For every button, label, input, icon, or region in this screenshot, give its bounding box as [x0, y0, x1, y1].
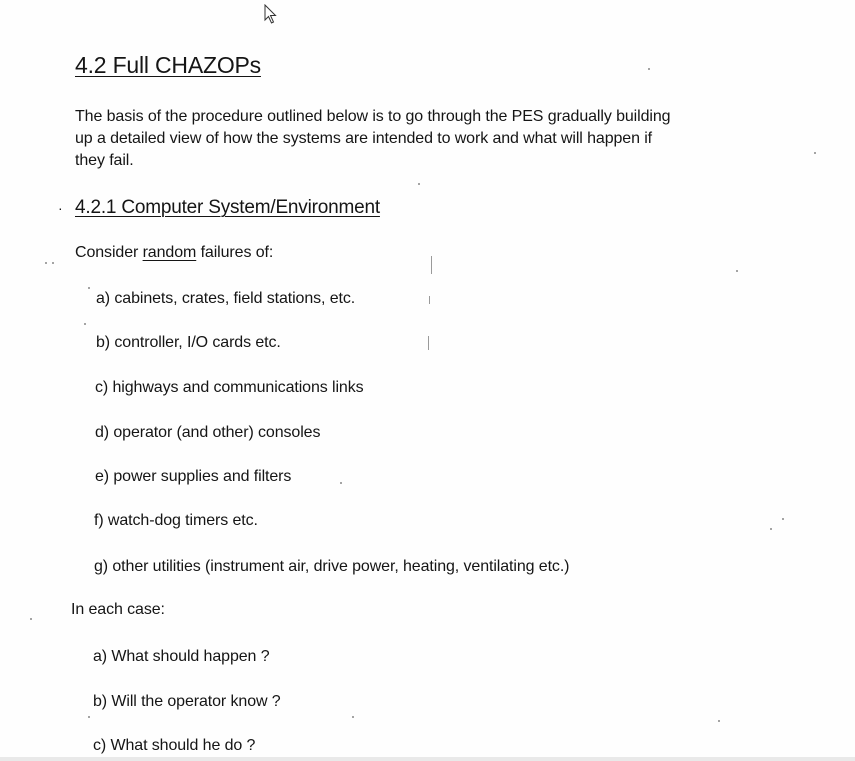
failure-item: c) highways and communications links	[95, 379, 364, 396]
question-item: c) What should he do ?	[93, 737, 256, 754]
scan-speck	[352, 716, 354, 718]
case-intro: In each case:	[71, 601, 165, 618]
scan-speck	[736, 270, 738, 272]
consider-emphasis: random	[142, 244, 197, 261]
scan-speck	[648, 68, 650, 70]
scan-speck	[782, 518, 784, 520]
scan-speck	[340, 482, 342, 484]
consider-line	[75, 244, 273, 262]
intro-line: The basis of the procedure outlined below is to go through the PES gradually building	[75, 108, 671, 125]
failure-item: e) power supplies and filters	[95, 468, 292, 485]
question-item: b) Will the operator know ?	[93, 693, 281, 710]
failure-item: b) controller, I/O cards etc.	[96, 334, 281, 351]
scan-speck	[770, 528, 772, 530]
scan-mark	[431, 256, 432, 274]
subsection-heading: 4.2.1 Computer System/Environment	[75, 197, 380, 218]
mouse-pointer-icon	[264, 4, 278, 24]
bottom-edge	[0, 757, 855, 761]
scan-speck	[814, 152, 816, 154]
scan-speck	[52, 262, 54, 264]
failure-item: f) watch-dog timers etc.	[94, 512, 258, 529]
question-item: a) What should happen ?	[93, 648, 270, 665]
scan-mark	[429, 296, 430, 304]
intro-paragraph	[75, 106, 795, 172]
failure-item: g) other utilities (instrument air, drive power, heating, ventilating etc.)	[94, 558, 570, 575]
intro-line: they fail.	[75, 152, 134, 169]
scan-speck	[718, 720, 720, 722]
scan-speck	[88, 287, 90, 289]
failure-item: a) cabinets, crates, field stations, etc.	[96, 290, 356, 307]
scan-speck	[84, 323, 86, 325]
scan-speck	[30, 618, 32, 620]
bullet-dot-icon: ·	[58, 200, 63, 216]
consider-prefix: Consider	[75, 244, 143, 261]
scan-mark	[428, 336, 429, 350]
failure-item: d) operator (and other) consoles	[95, 424, 321, 441]
section-heading: 4.2 Full CHAZOPs	[75, 52, 261, 78]
consider-suffix: failures of:	[196, 244, 274, 261]
intro-line: up a detailed view of how the systems are intended to work and what will happen if	[75, 130, 653, 147]
scan-speck	[88, 716, 90, 718]
scan-speck	[45, 262, 47, 264]
scan-speck	[418, 183, 420, 185]
